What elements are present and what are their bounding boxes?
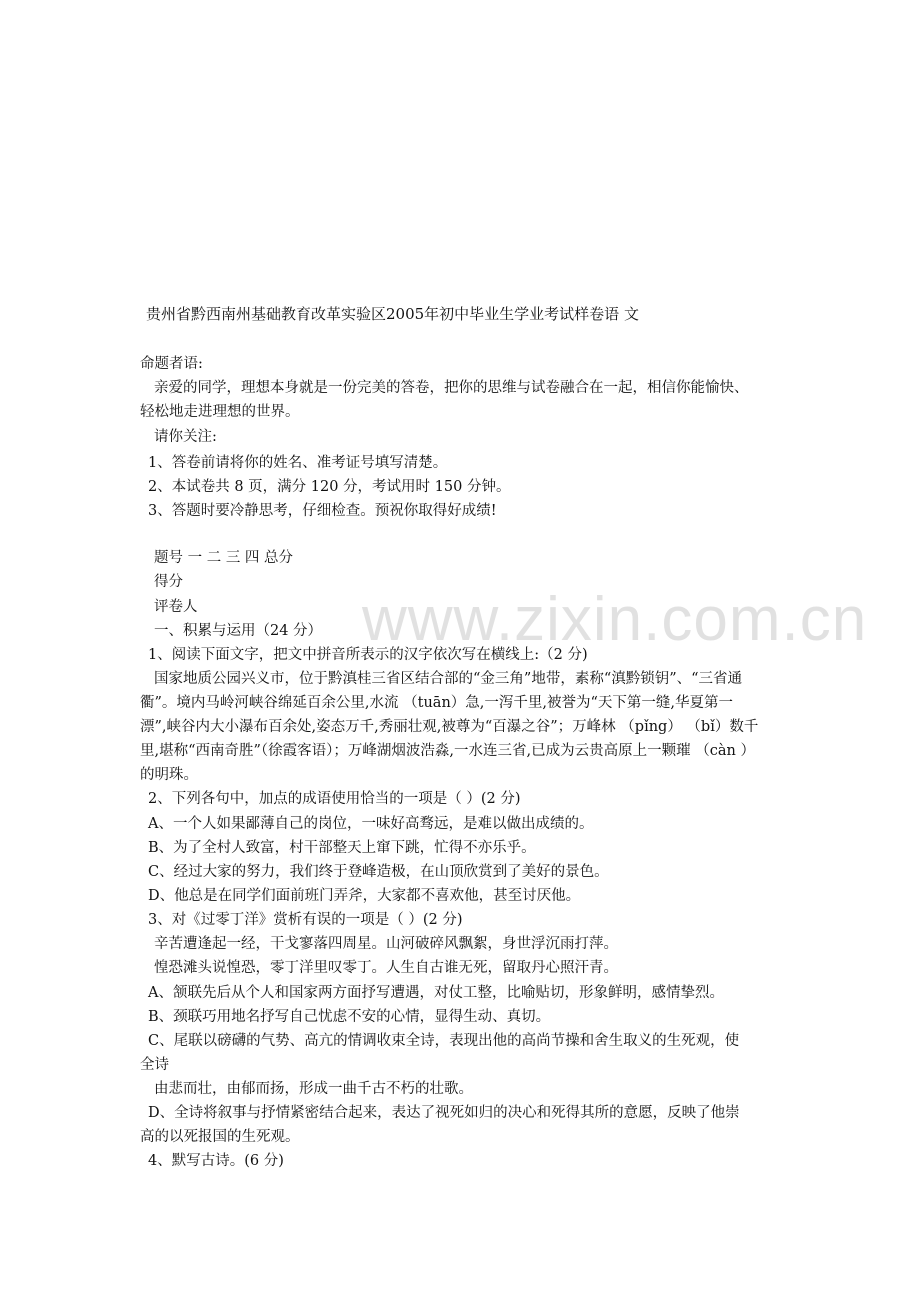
notice-item: 1、答卷前请将你的姓名、准考证号填写清楚。: [148, 455, 448, 471]
watermark: www.zixin.com.cn: [362, 585, 868, 654]
question-2-option: D、他总是在同学们面前班门弄斧，大家都不喜欢他，甚至讨厌他。: [148, 888, 581, 904]
score-table-row-grader: 评卷人: [154, 599, 198, 615]
preface-heading: 命题者语:: [140, 356, 203, 372]
question-4-stem: 4、默写古诗。(6 分): [148, 1153, 284, 1169]
question-1-passage-line: 里,堪称“西南奇胜”（徐霞客语）；万峰湖烟波浩淼,一水连三省,已成为云贵高原上一颗璀 （càn ）: [140, 743, 755, 759]
question-3-option-continued: 高的以死报国的生死观。: [140, 1129, 300, 1145]
question-1-stem: 1、阅读下面文字，把文中拼音所表示的汉字依次写在横线上:（2 分): [148, 647, 588, 663]
notice-heading: 请你关注:: [154, 429, 217, 445]
question-2-option: A、一个人如果鄙薄自己的岗位，一味好高骛远，是难以做出成绩的。: [148, 816, 594, 832]
question-3-poem-line: 辛苦遭逢起一经，干戈寥落四周星。山河破碎风飘絮，身世浮沉雨打萍。: [154, 936, 618, 952]
question-3-option-continued: 由悲而壮，由郁而扬，形成一曲千古不朽的壮歌。: [154, 1081, 473, 1097]
question-1-passage-line: 国家地质公园兴义市，位于黔滇桂三省区结合部的“金三角”地带，素称“滇黔锁钥”、“三省通: [154, 671, 743, 687]
score-table-header: 题号 一 二 三 四 总分: [154, 550, 294, 566]
question-3-option: A、颔联先后从个人和国家两方面抒写遭遇，对仗工整，比喻贴切，形象鲜明，感情挚烈。: [148, 985, 724, 1001]
question-1-passage-line: 衢”。境内马岭河峡谷绵延百余公里,水流 （tuān）急,一泻千里,被誉为“天下第一缝,华夏第一: [140, 695, 734, 711]
question-3-option: D、全诗将叙事与抒情紧密结合起来，表达了视死如归的决心和死得其所的意愿，反映了他崇: [148, 1105, 740, 1121]
document-title: 贵州省黔西南州基础教育改革实验区2005年初中毕业生学业考试样卷语 文: [146, 305, 639, 323]
notice-item: 3、答题时要冷静思考，仔细检查。预祝你取得好成绩!: [148, 503, 497, 519]
question-3-stem: 3、对《过零丁洋》赏析有误的一项是（ ）(2 分): [148, 912, 463, 928]
preface-paragraph-line-2: 轻松地走进理想的世界。: [140, 404, 300, 420]
preface-paragraph-line-1: 亲爱的同学，理想本身就是一份完美的答卷，把你的思维与试卷融合在一起，相信你能愉快、: [154, 380, 749, 396]
notice-item: 2、本试卷共 8 页，满分 120 分，考试用时 150 分钟。: [148, 479, 511, 495]
question-3-option: B、颈联巧用地名抒写自己忧虑不安的心情，显得生动、真切。: [148, 1009, 551, 1025]
question-2-option: C、经过大家的努力，我们终于登峰造极，在山顶欣赏到了美好的景色。: [148, 864, 609, 880]
score-table-row-score: 得分: [154, 574, 183, 590]
question-3-option: C、尾联以磅礴的气势、高亢的情调收束全诗，表现出他的高尚节操和舍生取义的生死观，使: [148, 1033, 740, 1049]
question-3-option-continued: 全诗: [140, 1057, 169, 1073]
question-3-poem-line: 惶恐滩头说惶恐，零丁洋里叹零丁。人生自古谁无死，留取丹心照汗青。: [154, 960, 618, 976]
question-1-passage-line: 的明珠。: [140, 767, 198, 783]
question-2-option: B、为了全村人致富，村干部整天上窜下跳，忙得不亦乐乎。: [148, 840, 536, 856]
question-2-stem: 2、下列各句中，加点的成语使用恰当的一项是（ ）(2 分): [148, 791, 521, 807]
section-heading: 一、积累与运用（24 分）: [154, 623, 323, 639]
question-1-passage-line: 漂”,峡谷内大小瀑布百余处,姿态万千,秀丽壮观,被尊为“百瀑之谷”；万峰林 （pǐng） （bǐ）数千: [140, 719, 759, 735]
